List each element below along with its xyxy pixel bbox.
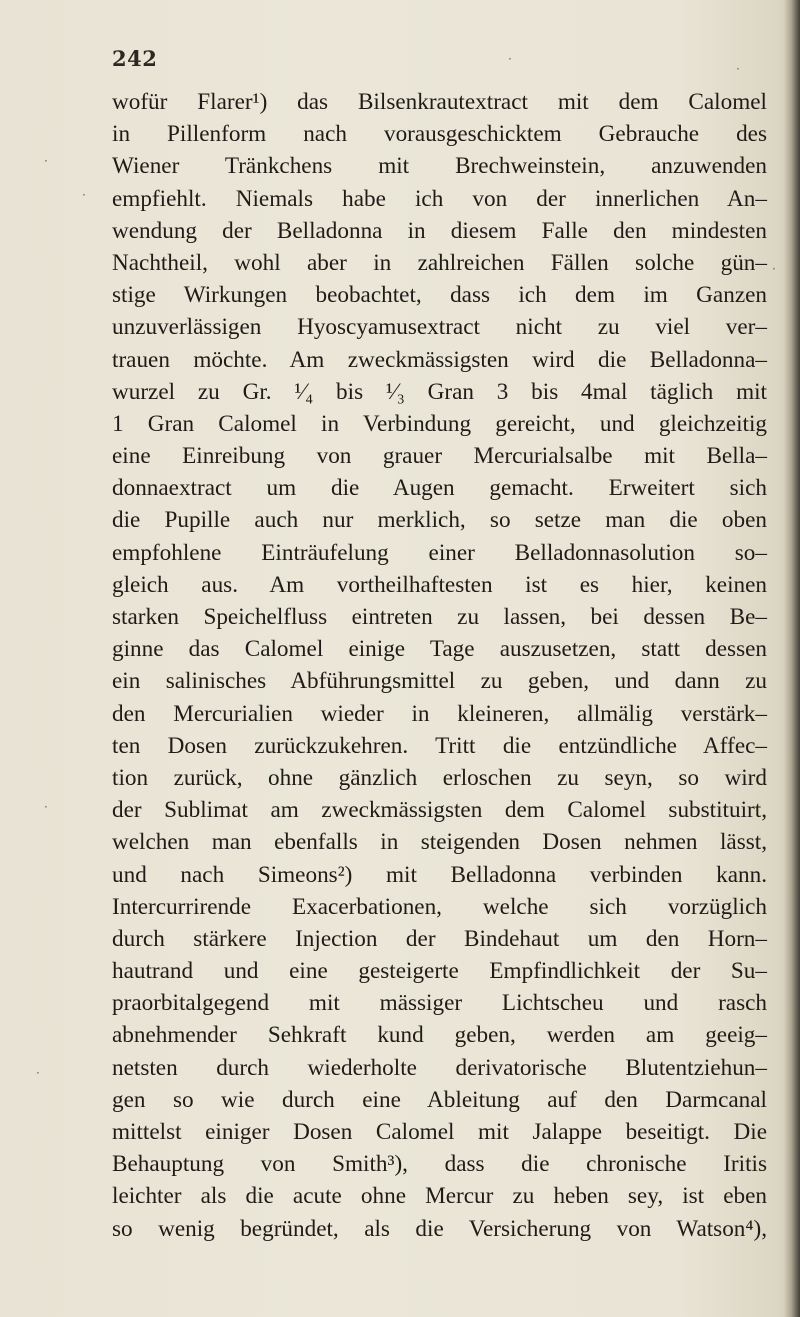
text-line: ginne das Calomel einige Tage auszusetzen, statt dessen — [112, 636, 767, 663]
text-line: 1 Gran Calomel in Verbindung gereicht, und gleichzeitig — [112, 410, 767, 437]
text-line: wendung der Belladonna in diesem Falle den mindesten — [112, 217, 767, 244]
text-line: starken Speichelfluss eintreten zu lassen, bei dessen Be– — [112, 604, 767, 630]
speck: · — [772, 262, 776, 276]
text-line: unzuverlässigen Hyoscyamusextract nicht zu viel ver– — [112, 314, 767, 341]
text-line: stige Wirkungen beobachtet, dass ich dem im Ganzen — [112, 282, 767, 309]
text-line: trauen möchte. Am zweckmässigsten wird die Belladonna– — [112, 346, 767, 373]
text-line: leichter als die acute ohne Mercur zu heben sey, ist eben — [112, 1183, 767, 1210]
text-line: gleich aus. Am vortheilhaftesten ist es hier, keinen — [112, 571, 767, 598]
text-line: wurzel zu Gr. ¹⁄₄ bis ¹⁄₃ Gran 3 bis 4mal täglich mit — [112, 378, 767, 405]
text-line: Behauptung von Smith³), dass die chronische Iritis — [112, 1151, 767, 1178]
text-line: welchen man ebenfalls in steigenden Dosen nehmen lässt, — [112, 829, 767, 856]
text-line: praorbitalgegend mit mässiger Lichtscheu und rasch — [112, 990, 767, 1017]
text-line: der Sublimat am zweckmässigsten dem Calomel substituirt, — [112, 797, 767, 824]
text-line: Wiener Tränkchens mit Brechweinstein, anzuwenden — [112, 153, 767, 180]
text-line: empfohlene Einträufelung einer Belladonnasolution so– — [112, 539, 767, 566]
text-line: netsten durch wiederholte derivatorische Blutentziehun– — [112, 1054, 767, 1081]
text-line: mittelst einiger Dosen Calomel mit Jalappe beseitigt. Die — [112, 1119, 767, 1145]
text-line: donnaextract um die Augen gemacht. Erweitert sich — [112, 475, 767, 502]
speck: · — [82, 188, 86, 202]
text-line: gen so wie durch eine Ableitung auf den Darmcanal — [112, 1086, 767, 1113]
page-number: 242 — [112, 46, 158, 71]
text-line: hautrand und eine gesteigerte Empfindlichkeit der Su– — [112, 958, 767, 985]
speck: · — [508, 52, 512, 66]
text-line: in Pillenform nach vorausgeschicktem Gebrauche des — [112, 121, 767, 148]
speck: · — [44, 154, 48, 168]
speck: · — [736, 62, 740, 76]
text-line: empfiehlt. Niemals habe ich von der innerlichen An– — [112, 185, 767, 212]
page-edge-shadow — [784, 0, 800, 1317]
text-line: ein salinisches Abführungsmittel zu geben, und dann zu — [112, 668, 767, 695]
text-line: wofür Flarer¹) das Bilsenkrautextract mit dem Calomel — [112, 89, 767, 115]
speck: · — [44, 800, 48, 814]
text-line: und nach Simeons²) mit Belladonna verbinden kann. — [112, 861, 767, 888]
text-line: abnehmender Sehkraft kund geben, werden am geeig– — [112, 1022, 767, 1049]
body-text — [112, 86, 767, 1245]
text-line: ten Dosen zurückzukehren. Tritt die entzündliche Affec– — [112, 732, 767, 759]
text-line: so wenig begründet, als die Versicherung von Watson⁴), — [112, 1215, 767, 1242]
text-line: Intercurrirende Exacerbationen, welche sich vorzüglich — [112, 893, 767, 920]
text-line: durch stärkere Injection der Bindehaut um den Horn– — [112, 925, 767, 952]
text-line: die Pupille auch nur merklich, so setze man die oben — [112, 507, 767, 534]
text-line: tion zurück, ohne gänzlich erloschen zu seyn, so wird — [112, 764, 767, 791]
speck: · — [36, 1066, 40, 1080]
text-line: eine Einreibung von grauer Mercurialsalbe mit Bella– — [112, 443, 767, 470]
text-line: den Mercurialien wieder in kleineren, allmälig verstärk– — [112, 700, 767, 727]
text-line: Nachtheil, wohl aber in zahlreichen Fällen solche gün– — [112, 249, 767, 276]
